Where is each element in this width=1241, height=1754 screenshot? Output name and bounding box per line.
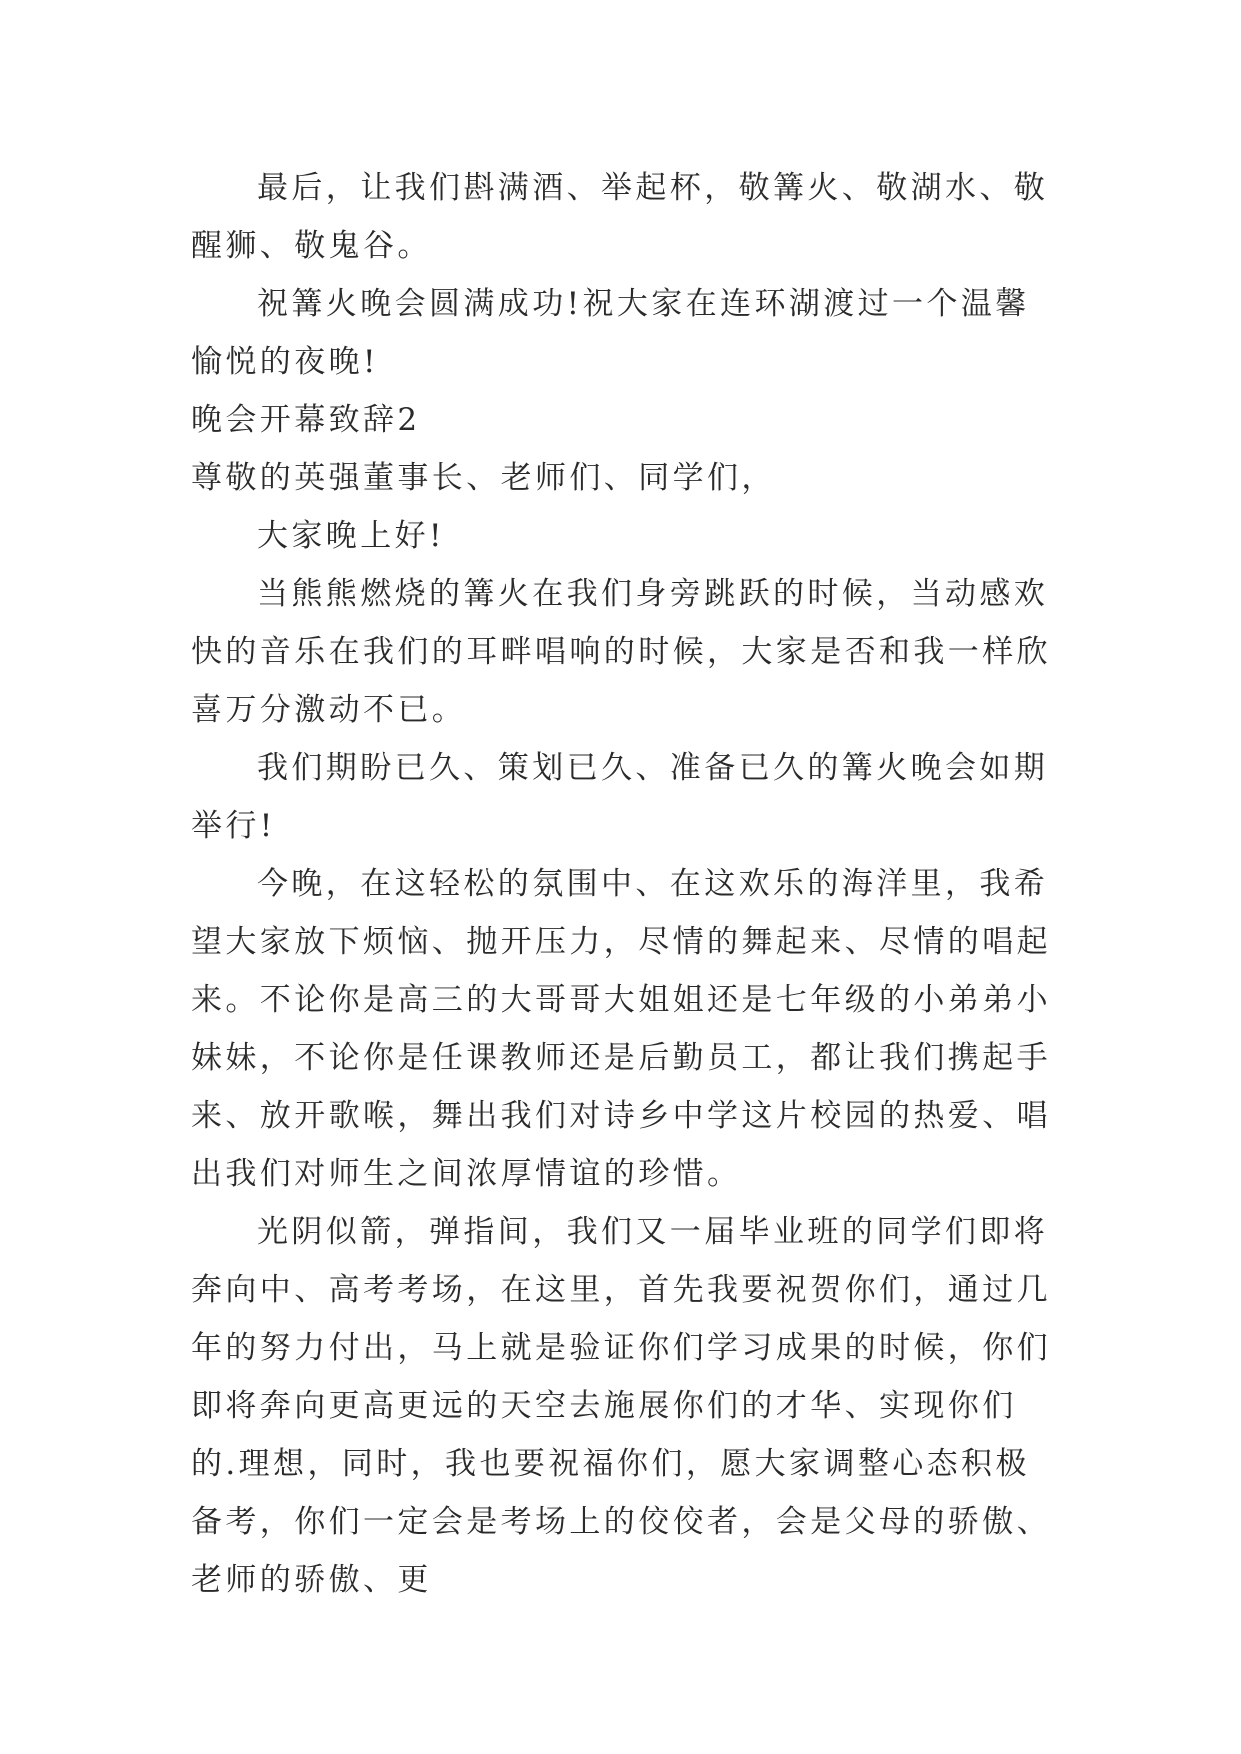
paragraph-tonight: 今晚，在这轻松的氛围中、在这欢乐的海洋里，我希望大家放下烦恼、抛开压力，尽情的舞起来、尽情的唱起来。不论你是高三的大哥哥大姐姐还是七年级的小弟弟小妹妹，不论你是任课教师还是后勤员工，都让我们携起手来、放开歌喉，舞出我们对诗乡中学这片校园的热爱、唱出我们对师生之间浓厚情谊的珍惜。 [191, 866, 1051, 1192]
section-heading: 晚会开幕致辞2 [191, 402, 421, 438]
paragraph-graduates: 光阴似箭，弹指间，我们又一届毕业班的同学们即将奔向中、高考考场，在这里，首先我要祝贺你们，通过几年的努力付出，马上就是验证你们学习成果的时候，你们即将奔向更高更远的天空去施展你们的才华、实现你们的.理想，同时，我也要祝福你们，愿大家调整心态积极备考，你们一定会是考场上的佼佼者，会是父母的骄傲、老师的骄傲、更 [191, 1214, 1051, 1598]
paragraph-closing-wish: 祝篝火晚会圆满成功!祝大家在连环湖渡过一个温馨愉悦的夜晚! [191, 286, 1030, 380]
document-body [191, 159, 1051, 1609]
paragraph-bonfire: 当熊熊燃烧的篝火在我们身旁跳跃的时候，当动感欢快的音乐在我们的耳畔唱响的时候，大家是否和我一样欣喜万分激动不已。 [191, 576, 1051, 728]
paragraph-salutation: 尊敬的英强董事长、老师们、同学们， [191, 460, 776, 496]
paragraph-greeting: 大家晚上好! [257, 518, 445, 554]
paragraph-anticipation: 我们期盼已久、策划已久、准备已久的篝火晚会如期举行! [191, 750, 1049, 844]
paragraph-closing-toast: 最后，让我们斟满酒、举起杯，敬篝火、敬湖水、敬醒狮、敬鬼谷。 [191, 170, 1049, 264]
